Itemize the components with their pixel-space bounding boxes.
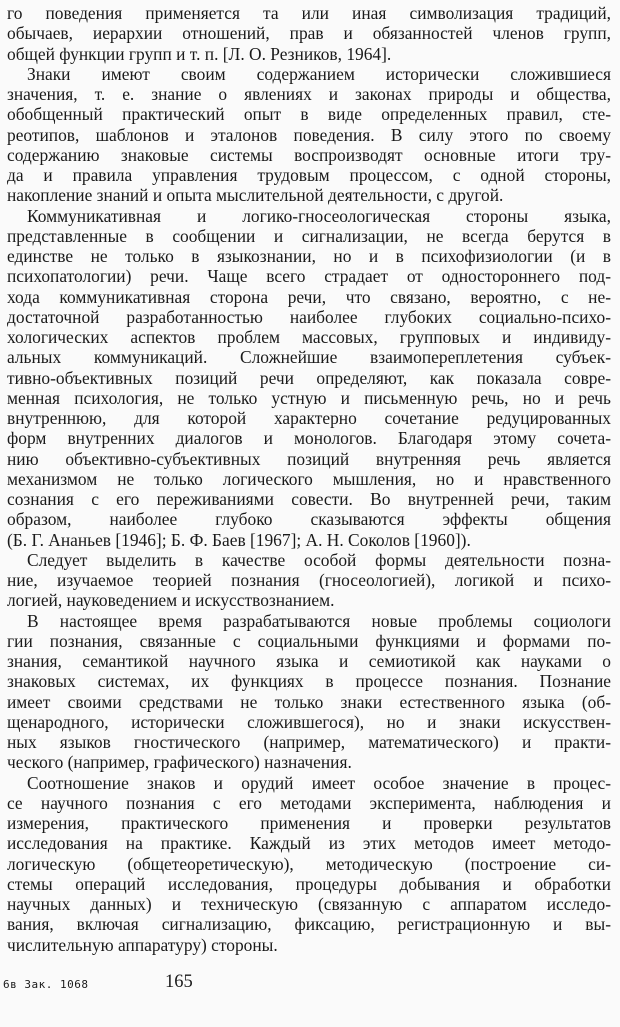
text-line: хологических аспектов проблем массовых, групповых и индивиду- — [7, 327, 611, 347]
text-line: ние, изучаемое теорией познания (гносеологией), логикой и психо- — [7, 570, 611, 590]
text-line: Коммуникативная и логико-гносеологическая стороны языка, — [27, 205, 611, 226]
text-line: гии познания, связанные с социальными функциями и формами по- — [7, 630, 611, 651]
text-line: реотипов, шаблонов и эталонов поведения. В силу этого по своему — [7, 124, 611, 145]
text-line: Следует выделить в качестве особой формы деятельности позна- — [27, 549, 611, 570]
text-line: научных данных) и техническую (связанную с аппаратом исследо- — [7, 894, 611, 914]
text-line: логическую (общетеоретическую), методическую (построение си- — [7, 853, 611, 874]
text-line: сознания с его переживаниями совести. Во внутренней речи, таким — [7, 489, 611, 509]
text-line: В настоящее время разрабатываются новые проблемы социологи — [27, 610, 611, 631]
page-footer — [0, 972, 620, 999]
page-number: 165 — [165, 972, 193, 992]
text-line: менная психология, не только устную и письменную речь, но и речь — [7, 387, 611, 408]
text-line: знаковых системах, их функциях в процессе познания. Познание — [7, 671, 611, 692]
text-line: ных языков гностического (например, математического) и практи- — [7, 732, 611, 752]
text-line: имеет своими средствами не только знаки естественного языка (об- — [7, 691, 611, 712]
text-line: внутреннюю, для которой характерно сочетание редуцированных — [7, 408, 611, 428]
text-line: логией, науковедением и искусствознанием. — [7, 590, 335, 611]
printer-signature: 6в Зак. 1068 — [3, 978, 89, 991]
text-line: се научного познания с его методами эксперимента, наблюдения и — [7, 792, 611, 813]
text-line: содержанию знаковые системы воспроизводят основные итоги тру- — [7, 144, 611, 165]
text-line: механизмом не только логического мышления, но и нравственного — [7, 468, 611, 489]
text-line: Знаки имеют своим содержанием исторически сложившиеся — [27, 63, 611, 84]
text-line: альных коммуникаций. Сложнейшие взаимопереплетения субъек- — [7, 347, 611, 368]
body-text — [7, 3, 611, 955]
text-line: измерения, практического применения и проверки результатов — [7, 813, 611, 833]
text-line: вания, включая сигнализацию, фиксацию, регистрационную и вы- — [7, 914, 611, 935]
text-line: образом, наиболее глубоко сказываются эффекты общения — [7, 509, 611, 530]
text-line: форм внутренних диалогов и монологов. Благодаря этому сочета- — [7, 428, 611, 449]
text-line: Соотношение знаков и орудий имеет особое значение в процес- — [27, 772, 611, 793]
text-line: знания, семантикой научного языка и семиотикой как науками о — [7, 651, 611, 671]
text-line: щенародного, исторически сложившегося), но и знаки искусствен- — [7, 711, 611, 732]
text-line: исследования на практике. Каждый из этих методов имеет методо- — [7, 833, 611, 854]
text-line: психопатологии) речи. Чаще всего страдает от одностороннего под- — [7, 266, 611, 287]
text-line: числительную аппаратуру) стороны. — [7, 934, 278, 955]
text-line: нию объективно-субъективных позиций внутренняя речь является — [7, 448, 611, 469]
text-line: накопление знаний и опыта мыслительной деятельности, с другой. — [7, 185, 504, 206]
text-line: обычаев, иерархии отношений, прав и обязанностей членов групп, — [7, 23, 611, 44]
text-line: единстве не только в языкознании, но и в психофизиологии (и в — [7, 246, 611, 266]
text-line: ческого (например, графического) назначения. — [7, 752, 352, 773]
text-line: го поведения применяется та или иная символизация традиций, — [7, 3, 611, 23]
text-line: (Б. Г. Ананьев [1946]; Б. Ф. Баев [1967]; А. Н. Соколов [1960]). — [7, 529, 471, 550]
text-line: да и правила управления трудовым процессом, с одной стороны, — [7, 165, 611, 185]
text-line: значения, т. е. знание о явлениях и законах природы и общества, — [7, 84, 611, 104]
text-line: хода коммуникативная сторона речи, что связано, вероятно, с не- — [7, 286, 611, 307]
text-line: обобщенный практический опыт в виде определенных правил, сте- — [7, 104, 611, 125]
text-line: достаточной разработанностью наиболее глубоких социально-психо- — [7, 306, 611, 327]
text-line: стемы операций исследования, процедуры добывания и обработки — [7, 873, 611, 894]
text-line: представленные в сообщении и сигнализации, не всегда берутся в — [7, 225, 611, 246]
text-line: общей функции групп и т. п. [Л. О. Резников, 1964]. — [7, 43, 392, 64]
text-line: тивно-объективных позиций речи определяют, как показала совре- — [7, 367, 611, 388]
